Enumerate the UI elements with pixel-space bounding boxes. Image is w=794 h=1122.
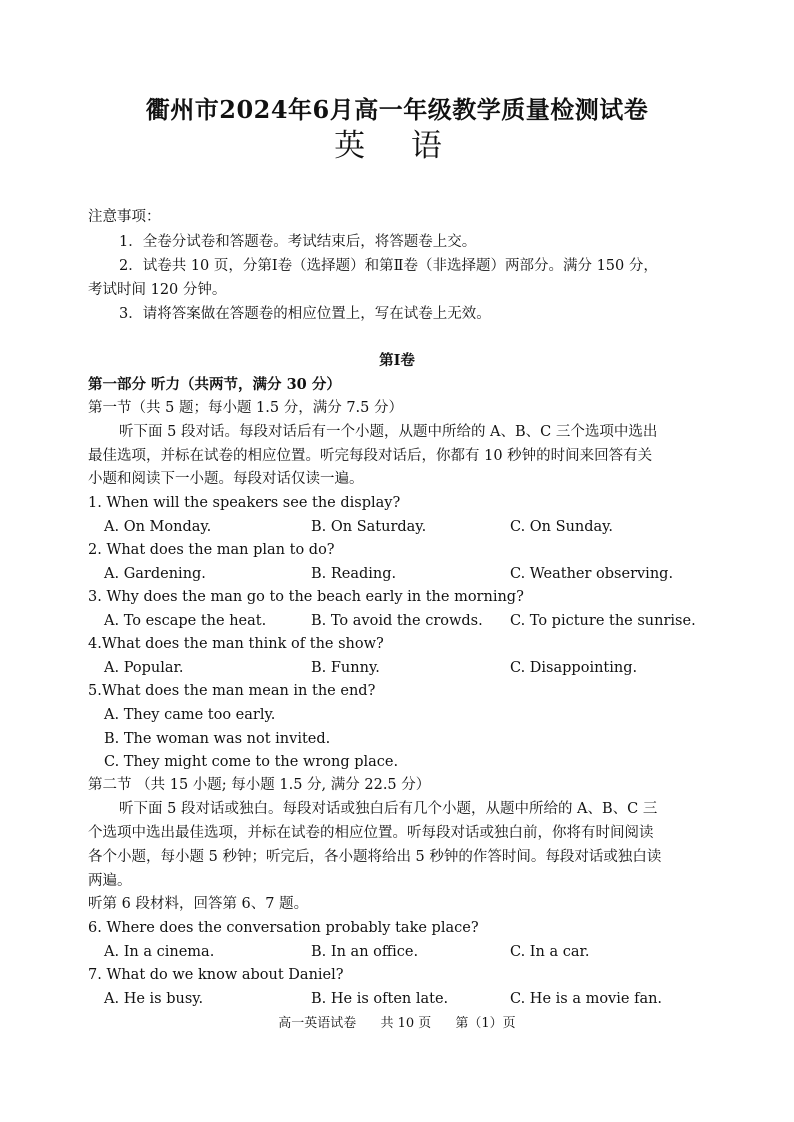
question-2-option-c: C. Weather observing. bbox=[510, 566, 674, 582]
notice-item-1: 1．全卷分试卷和答题卷。考试结束后，将答题卷上交。 bbox=[119, 234, 477, 250]
question-7-stem: 7. What do we know about Daniel? bbox=[88, 967, 344, 983]
notice-item-3: 3．请将答案做在答题卷的相应位置上，写在试卷上无效。 bbox=[119, 306, 491, 322]
volume-title: 第Ⅰ卷 bbox=[379, 352, 415, 369]
footer-exam-name: 高一英语试卷 bbox=[278, 1016, 357, 1031]
section1-title: 第一节（共 5 题；每小题 1.5 分，满分 7.5 分） bbox=[88, 400, 403, 416]
question-3-option-c: C. To picture the sunrise. bbox=[510, 613, 696, 629]
section2-instruction: 个选项中选出最佳选项，并标在试卷的相应位置。听每段对话或独白前，你将有时间阅读 bbox=[88, 825, 654, 841]
question-7-option-a: A. He is busy. bbox=[104, 991, 204, 1007]
section1-instruction: 最佳选项，并标在试卷的相应位置。听完每段对话后，你都有 10 秒钟的时间来回答有关 bbox=[88, 448, 653, 464]
footer-page-number: 第（1）页 bbox=[455, 1016, 516, 1031]
question-4-option-c: C. Disappointing. bbox=[510, 660, 638, 676]
notice-item-2-cont: 考试时间 120 分钟。 bbox=[88, 282, 227, 298]
question-6-option-b: B. In an office. bbox=[311, 944, 419, 960]
material-6-heading: 听第 6 段材料，回答第 6、7 题。 bbox=[88, 896, 309, 912]
question-6-option-a: A. In a cinema. bbox=[104, 944, 215, 960]
question-6-stem: 6. Where does the conversation probably take place? bbox=[88, 920, 479, 936]
question-2-option-b: B. Reading. bbox=[311, 566, 397, 582]
section1-instruction: 小题和阅读下一小题。每段对话仅读一遍。 bbox=[88, 471, 364, 487]
question-2-stem: 2. What does the man plan to do? bbox=[88, 542, 335, 558]
question-7-option-b: B. He is often late. bbox=[311, 991, 449, 1007]
question-4-stem: 4.What does the man think of the show? bbox=[88, 636, 384, 652]
question-1-stem: 1. When will the speakers see the display? bbox=[88, 495, 401, 511]
exam-title: 衢州市2024年6月高一年级教学质量检测试卷 bbox=[145, 95, 649, 124]
question-2-option-a: A. Gardening. bbox=[104, 566, 206, 582]
question-1-option-b: B. On Saturday. bbox=[311, 519, 427, 535]
section2-title: 第二节 （共 15 小题; 每小题 1.5 分, 满分 22.5 分） bbox=[88, 777, 431, 793]
question-3-stem: 3. Why does the man go to the beach early in the morning? bbox=[88, 589, 524, 605]
section2-instruction: 各个小题，每小题 5 秒钟；听完后，各小题将给出 5 秒钟的作答时间。每段对话或独白读 bbox=[88, 849, 662, 865]
section2-instruction: 听下面 5 段对话或独白。每段对话或独白后有几个小题，从题中所给的 A、B、C 三 bbox=[119, 801, 658, 817]
notice-heading: 注意事项： bbox=[88, 209, 161, 225]
question-4-option-b: B. Funny. bbox=[311, 660, 380, 676]
question-5-stem: 5.What does the man mean in the end? bbox=[88, 683, 376, 699]
question-5-option-c: C. They might come to the wrong place. bbox=[104, 754, 399, 770]
question-5-option-b: B. The woman was not invited. bbox=[104, 731, 331, 747]
section2-instruction: 两遍。 bbox=[88, 873, 132, 889]
notice-item-2: 2．试卷共 10 页，分第Ⅰ卷（选择题）和第Ⅱ卷（非选择题）两部分。满分 150 分， bbox=[119, 258, 658, 274]
question-4-option-a: A. Popular. bbox=[104, 660, 184, 676]
question-3-option-a: A. To escape the heat. bbox=[104, 613, 267, 629]
part1-title: 第一部分 听力（共两节，满分 30 分） bbox=[88, 376, 341, 393]
subject-title: 英 语 bbox=[334, 128, 460, 164]
question-5-option-a: A. They came too early. bbox=[104, 707, 276, 723]
section1-instruction: 听下面 5 段对话。每段对话后有一个小题，从题中所给的 A、B、C 三个选项中选出 bbox=[119, 424, 658, 440]
question-7-option-c: C. He is a movie fan. bbox=[510, 991, 663, 1007]
question-1-option-a: A. On Monday. bbox=[104, 519, 212, 535]
question-3-option-b: B. To avoid the crowds. bbox=[311, 613, 483, 629]
footer-total-pages: 共 10 页 bbox=[380, 1016, 432, 1031]
page-footer bbox=[0, 1012, 794, 1031]
question-6-option-c: C. In a car. bbox=[510, 944, 590, 960]
question-1-option-c: C. On Sunday. bbox=[510, 519, 614, 535]
